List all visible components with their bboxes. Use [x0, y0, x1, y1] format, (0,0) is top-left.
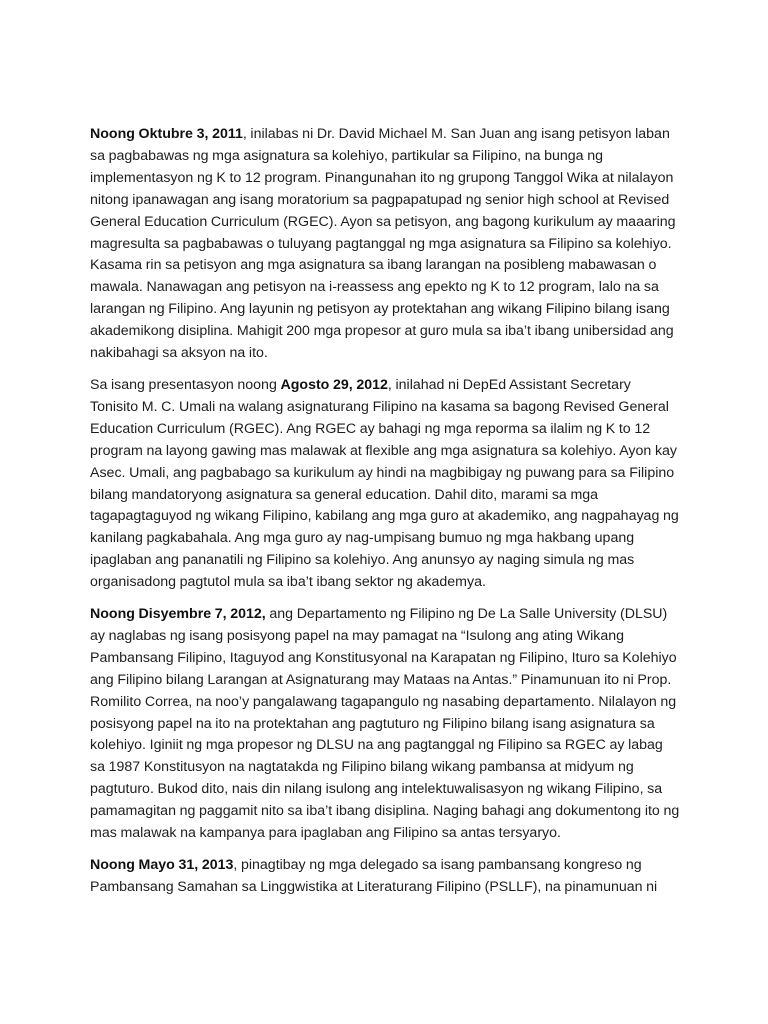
paragraph-text: ang Departamento ng Filipino ng De La Salle University (DLSU) ay naglabas ng isang posisyong papel na may pamagat na “Isulong ang ating Wikang Pambansang Filipino, Itaguyod ang Konstitusyonal na Karapatan ng Filipino, Ituro sa Kolehiyo ang Filipino bilang Larangan at Asignaturang may Mataas na Antas.” Pinamunuan ito ni Prop. Romilito Correa, na noo’y pangalawang tagapangulo ng nasabing departamento. Nilalayon ng posisyong papel na ito na protektahan ang pagtuturo ng Filipino bilang isang asignatura sa kolehiyo. Iginiit ng mga propesor ng DLSU na ang pagtanggal ng Filipino sa RGEC ay labag sa 1987 Konstitusyon na nagtatakda ng Filipino bilang wikang pambansa at midyum ng pagtuturo. Bukod dito, nais din nilang isulong ang intelektuwalisasyon ng wikang Filipino, sa pamamagitan ng paggamit nito sa iba’t ibang disiplina. Naging bahagi ang dokumentong ito ng mas malawak na kampanya para ipaglaban ang Filipino sa antas tersyaryo.: [90, 606, 680, 842]
paragraph-text: , inilahad ni DepEd Assistant Secretary Tonisito M. C. Umali na walang asignaturang Filipino na kasama sa bagong Revised General Education Curriculum (RGEC). Ang RGEC ay bahagi ng mga reporma sa ilalim ng K to 12 program na layong gawing mas malawak at flexible ang mga asignatura sa kolehiyo. Ayon kay Asec. Umali, ang pagbabago sa kurikulum ay hindi na magbibigay ng puwang para sa Filipino bilang mandatoryong asignatura sa general education. Dahil dito, marami sa mga tagapagtaguyod ng wikang Filipino, kabilang ang mga guro at akademiko, ang nagpahayag ng kanilang pagkabahala. Ang mga guro ay nag-umpisang bumuo ng mga hakbang upang ipaglaban ang pananatili ng Filipino sa kolehiyo. Ang anunsyo ay naging simula ng mas organisadong pagtutol mula sa iba’t ibang sektor ng akademya.: [90, 376, 679, 591]
paragraph-mayo-2013: [90, 855, 680, 899]
paragraph-agosto-2012: [90, 375, 680, 594]
document-body: [90, 124, 680, 909]
date-heading: Noong Disyembre 7, 2012,: [90, 606, 266, 623]
paragraph-prefix: Sa isang presentasyon noong: [90, 376, 281, 393]
date-heading: Noong Oktubre 3, 2011: [90, 126, 243, 142]
paragraph-oktubre-2011: [90, 124, 680, 365]
paragraph-disyembre-2012: [90, 604, 680, 845]
paragraph-text: , pinagtibay ng mga delegado sa isang pambansang kongreso ng Pambansang Samahan sa Linggwistika at Literaturang Filipino (PSLLF), na pinamunuan ni: [90, 857, 658, 895]
date-heading: Agosto 29, 2012: [280, 376, 388, 393]
paragraph-text: , inilabas ni Dr. David Michael M. San Juan ang isang petisyon laban sa pagbabawas ng mga asignatura sa kolehiyo, partikular sa Filipino, na bunga ng implementasyon ng K to 12 program. Pinangunahan ito ng grupong Tanggol Wika at nilalayon nitong ipanawagan ang isang moratorium sa pagpapatupad ng senior high school at Revised General Education Curriculum (RGEC). Ayon sa petisyon, ang bagong kurikulum ay maaaring magresulta sa pagbabawas o tuluyang pagtanggal ng mga asignatura sa Filipino sa kolehiyo. Kasama rin sa petisyon ang mga asignatura sa ibang larangan na posibleng mabawasan o mawala. Nanawagan ang petisyon na i-reassess ang epekto ng K to 12 program, lalo na sa larangan ng Filipino. Ang layunin ng petisyon ay protektahan ang wikang Filipino bilang isang akademikong disiplina. Mahigit 200 mga propesor at guro mula sa iba’t ibang unibersidad ang nakibahagi sa aksyon na ito.: [90, 126, 676, 362]
date-heading: Noong Mayo 31, 2013: [90, 857, 234, 873]
